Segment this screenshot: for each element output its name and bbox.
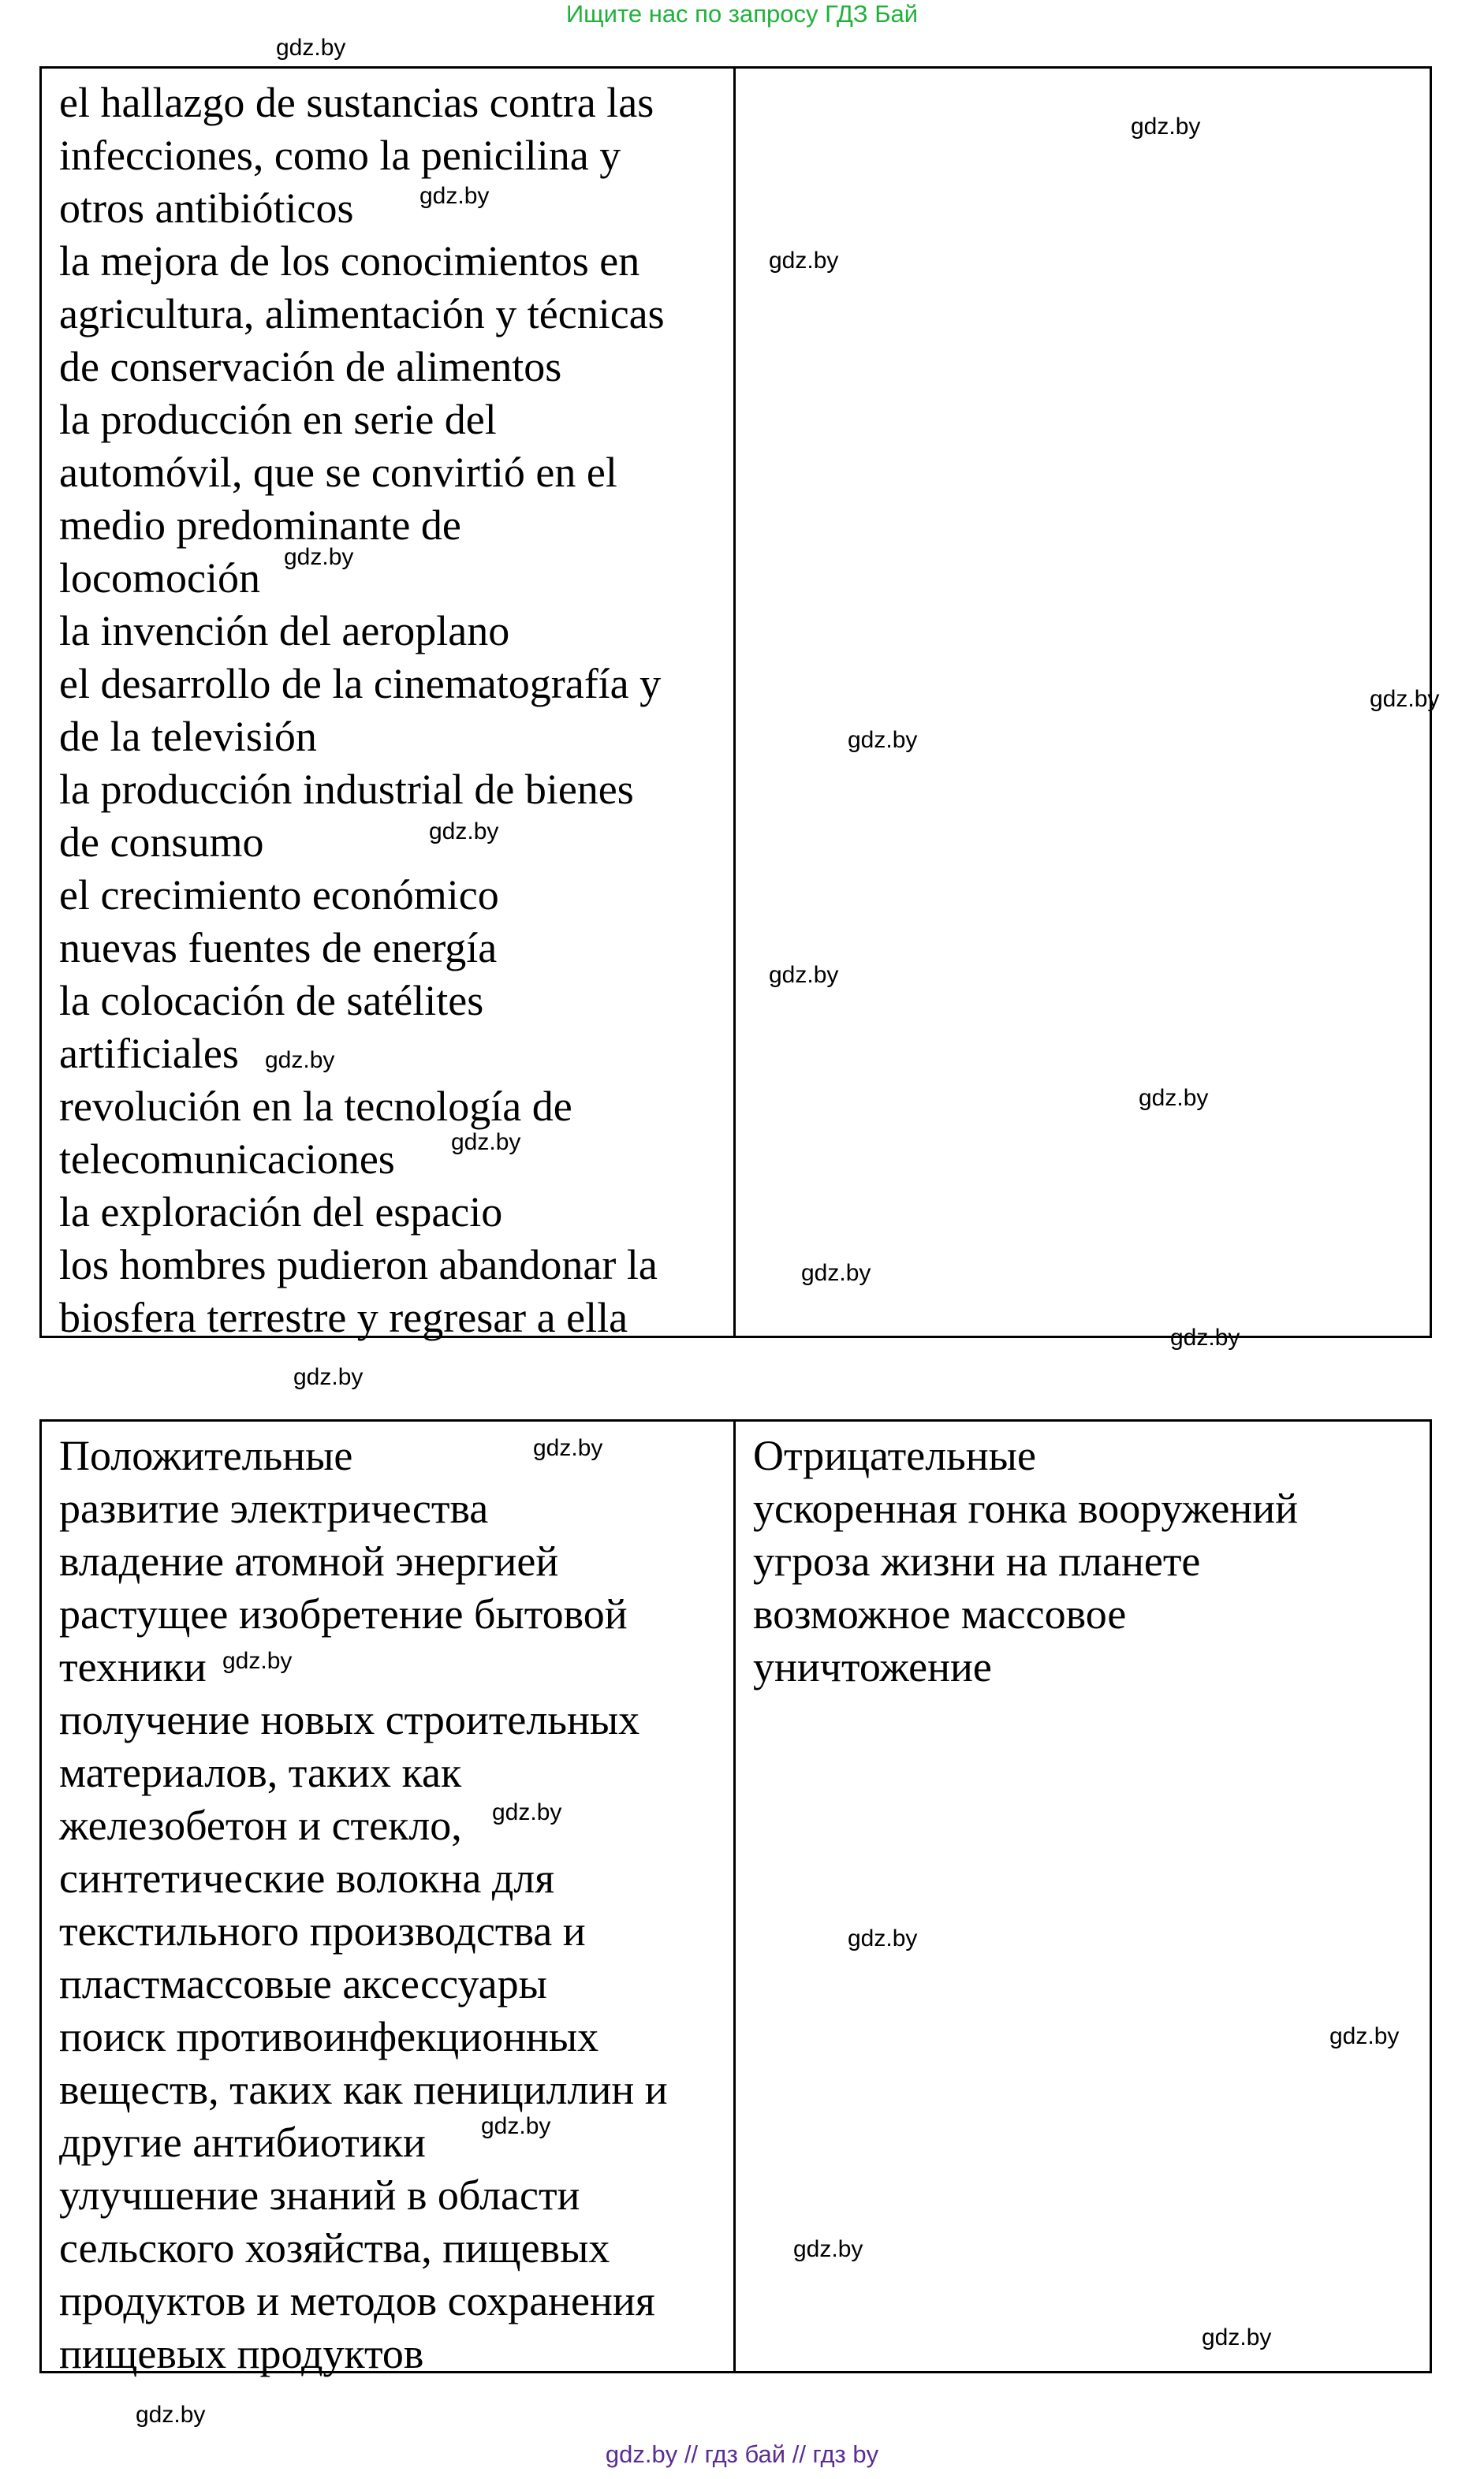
watermark: gdz.by (284, 544, 354, 570)
text-line: ускоренная гонка вооружений (753, 1485, 1299, 1532)
watermark: gdz.by (1170, 1325, 1240, 1351)
text-line: la producción en serie del (59, 396, 497, 443)
watermark: gdz.by (222, 1648, 293, 1674)
watermark: gdz.by (419, 183, 490, 209)
text-line: los hombres pudieron abandonar la (59, 1241, 658, 1288)
text-line: telecomunicaciones (59, 1135, 395, 1183)
text-line: automóvil, que se convirtió en el (59, 449, 617, 496)
watermark: gdz.by (1202, 2324, 1272, 2350)
text-line: материалов, таких как (59, 1749, 462, 1796)
watermark: gdz.by (492, 1799, 562, 1825)
watermark: gdz.by (793, 2236, 863, 2262)
text-line: la invención del aeroplano (59, 607, 510, 654)
text-line: otros antibióticos (59, 185, 354, 232)
watermark: gdz.by (265, 1047, 335, 1073)
text-line: уничтожение (753, 1643, 992, 1691)
text-line: улучшение знаний в области (59, 2171, 580, 2219)
text-line: текстильного производства и (59, 1907, 586, 1955)
text-line: владение атомной энергией (59, 1538, 559, 1585)
spanish-table (39, 66, 1432, 1341)
text-line: продуктов и методов сохранения (59, 2277, 655, 2324)
text-line: пищевых продуктов (59, 2330, 424, 2377)
text-line: поиск противоинфекционных (59, 2013, 599, 2060)
watermark: gdz.by (533, 1435, 603, 1461)
watermark: gdz.by (801, 1260, 871, 1286)
text-line: de consumo (59, 818, 264, 866)
text-line: de la televisión (59, 713, 317, 760)
watermark: gdz.by (848, 727, 918, 753)
text-line: nuevas fuentes de energía (59, 924, 498, 971)
text-line: la mejora de los conocimientos en (59, 237, 640, 285)
text-line: el desarrollo de la cinematografía y (59, 660, 662, 707)
russian-table (39, 1419, 1432, 2377)
watermark: gdz.by (1370, 686, 1440, 712)
text-line: artificiales (59, 1030, 239, 1077)
spanish-right-column (736, 69, 1430, 1336)
watermark: gdz.by (136, 2402, 206, 2428)
text-line: угроза жизни на планете (753, 1538, 1201, 1585)
text-line: la exploración del espacio (59, 1188, 503, 1236)
watermark: gdz.by (481, 2113, 551, 2139)
negative-column (736, 1422, 1430, 2371)
text-line: de conservación de alimentos (59, 343, 562, 390)
text-line: синтетические волокна для (59, 1855, 555, 1902)
text-line: el hallazgo de sustancias contra las (59, 79, 654, 126)
footer-links: gdz.by // гдз бай // гдз by (605, 2440, 879, 2468)
text-line: medio predominante de (59, 501, 461, 549)
positive-column (42, 1422, 736, 2377)
text-line: la colocación de satélites (59, 977, 484, 1024)
watermark: gdz.by (276, 35, 346, 61)
text-line: locomoción (59, 554, 260, 602)
text-line: la producción industrial de bienes (59, 766, 634, 813)
text-line: железобетон и стекло, (59, 1802, 462, 1849)
text-line: agricultura, alimentación y técnicas (59, 290, 665, 337)
watermark: gdz.by (848, 1925, 918, 1952)
text-line: revolución en la tecnología de (59, 1083, 572, 1130)
spanish-left-column (42, 69, 736, 1341)
text-line: веществ, таких как пенициллин и (59, 2066, 668, 2113)
column-heading-negative: Отрицательные (753, 1432, 1036, 1479)
search-banner: Ищите нас по запросу ГДЗ Бай (565, 0, 919, 28)
watermark: gdz.by (451, 1129, 521, 1155)
text-line: el crecimiento económico (59, 871, 499, 919)
watermark: gdz.by (769, 248, 839, 274)
text-line: infecciones, como la penicilina y (59, 132, 621, 179)
text-line: другие антибиотики (59, 2119, 426, 2166)
text-line: получение новых строительных (59, 1696, 640, 1743)
text-line: biosfera terrestre y regresar a ella (59, 1294, 628, 1341)
column-heading-positive: Положительные (59, 1432, 353, 1479)
watermark: gdz.by (1139, 1085, 1209, 1111)
text-line: растущее изобретение бытовой (59, 1590, 628, 1638)
text-line: техники (59, 1643, 207, 1691)
watermark: gdz.by (429, 818, 499, 844)
text-line: сельского хозяйства, пищевых (59, 2224, 610, 2272)
watermark: gdz.by (293, 1364, 364, 1390)
watermark: gdz.by (769, 962, 839, 988)
watermark: gdz.by (1329, 2023, 1400, 2049)
watermark: gdz.by (1131, 114, 1201, 140)
text-line: возможное массовое (753, 1590, 1127, 1638)
text-line: пластмассовые аксессуары (59, 1960, 547, 2007)
text-line: развитие электричества (59, 1485, 489, 1532)
